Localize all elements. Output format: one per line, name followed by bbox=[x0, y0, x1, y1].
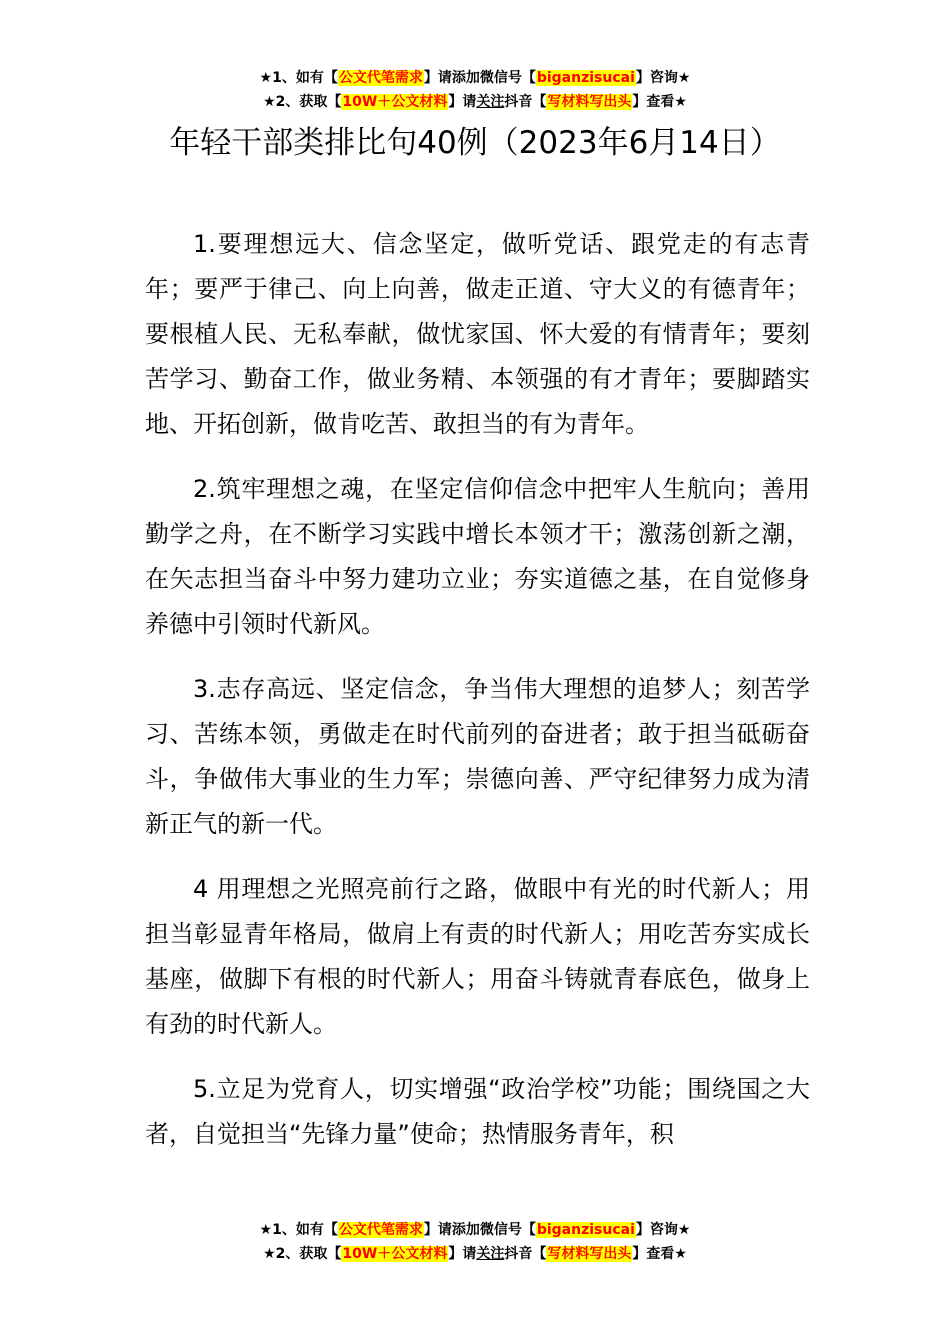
promo-douyin-id: 写材料写出头 bbox=[547, 94, 632, 110]
paragraph-5: 5.立足为党育人，切实增强“政治学校”功能；围绕国之大者，自觉担当“先锋力量”使命；热情服务青年，积 bbox=[145, 1075, 810, 1148]
promo-text: ★1、如有【 bbox=[259, 70, 338, 86]
paragraph-1: 1.要理想远大、信念坚定，做听党话、跟党走的有志青年；要严于律己、向上向善，做走正道、守大义的有德青年；要根植人民、无私奉献，做忧家国、怀大爱的有情青年；要刻苦学习、勤奋工作，做业务精、本领强的有才青年；要脚踏实地、开拓创新，做肯吃苦、敢担当的有为青年。 bbox=[145, 230, 810, 438]
promo-highlight: 10W＋公文材料 bbox=[342, 1246, 448, 1262]
document-title: 年轻干部类排比句40例（2023年6月14日） bbox=[169, 125, 781, 161]
promo-line-1 bbox=[0, 1218, 950, 1242]
promo-line-2 bbox=[0, 1242, 950, 1266]
bottom-promo-banner bbox=[0, 1218, 950, 1266]
promo-text: 】请添 bbox=[423, 70, 466, 86]
promo-text: 】请 bbox=[448, 1246, 477, 1262]
promo-emphasis: 关注 bbox=[476, 94, 505, 110]
promo-text: 微信号【 bbox=[479, 70, 536, 86]
promo-emphasis: 关注 bbox=[476, 1246, 505, 1262]
promo-highlight: 10W＋公文材料 bbox=[342, 94, 448, 110]
top-promo-banner bbox=[0, 66, 950, 114]
promo-emphasis: 加 bbox=[465, 70, 480, 86]
promo-douyin-id: 写材料写出头 bbox=[547, 1246, 632, 1262]
promo-wechat-id: biganzisucai bbox=[536, 1222, 635, 1238]
promo-highlight: 公文代笔需求 bbox=[338, 1222, 423, 1238]
promo-text: ★2、获取【 bbox=[263, 1246, 342, 1262]
promo-emphasis: 加 bbox=[465, 1222, 480, 1238]
promo-text: 】查看★ bbox=[632, 1246, 687, 1262]
document-body bbox=[145, 222, 810, 1177]
promo-text: 抖音【 bbox=[504, 1246, 547, 1262]
paragraph-2: 2.筑牢理想之魂，在坚定信仰信念中把牢人生航向；善用勤学之舟，在不断学习实践中增长本领才干；激荡创新之潮，在矢志担当奋斗中努力建功立业；夯实道德之基，在自觉修身养德中引领时代新风。 bbox=[145, 475, 810, 638]
promo-text: 】查看★ bbox=[632, 94, 687, 110]
promo-wechat-id: biganzisucai bbox=[536, 70, 635, 86]
promo-text: 】请 bbox=[448, 94, 477, 110]
paragraph-4: 4 用理想之光照亮前行之路，做眼中有光的时代新人；用担当彰显青年格局，做肩上有责的时代新人；用吃苦夯实成长基座，做脚下有根的时代新人；用奋斗铸就青春底色，做身上有劲的时代新人。 bbox=[145, 875, 810, 1038]
paragraph-3: 3.志存高远、坚定信念，争当伟大理想的追梦人；刻苦学习、苦练本领，勇做走在时代前列的奋进者；敢于担当砥砺奋斗，争做伟大事业的生力军；崇德向善、严守纪律努力成为清新正气的新一代。 bbox=[145, 675, 810, 838]
promo-line-2 bbox=[0, 90, 950, 114]
promo-text: 抖音【 bbox=[504, 94, 547, 110]
promo-line-1 bbox=[0, 66, 950, 90]
promo-text: 微信号【 bbox=[479, 1222, 536, 1238]
promo-text: 】请添 bbox=[423, 1222, 466, 1238]
promo-highlight: 公文代笔需求 bbox=[338, 70, 423, 86]
promo-text: 】咨询★ bbox=[635, 70, 691, 86]
promo-text: 】咨询★ bbox=[635, 1222, 691, 1238]
promo-text: ★1、如有【 bbox=[259, 1222, 338, 1238]
promo-text: ★2、获取【 bbox=[263, 94, 342, 110]
